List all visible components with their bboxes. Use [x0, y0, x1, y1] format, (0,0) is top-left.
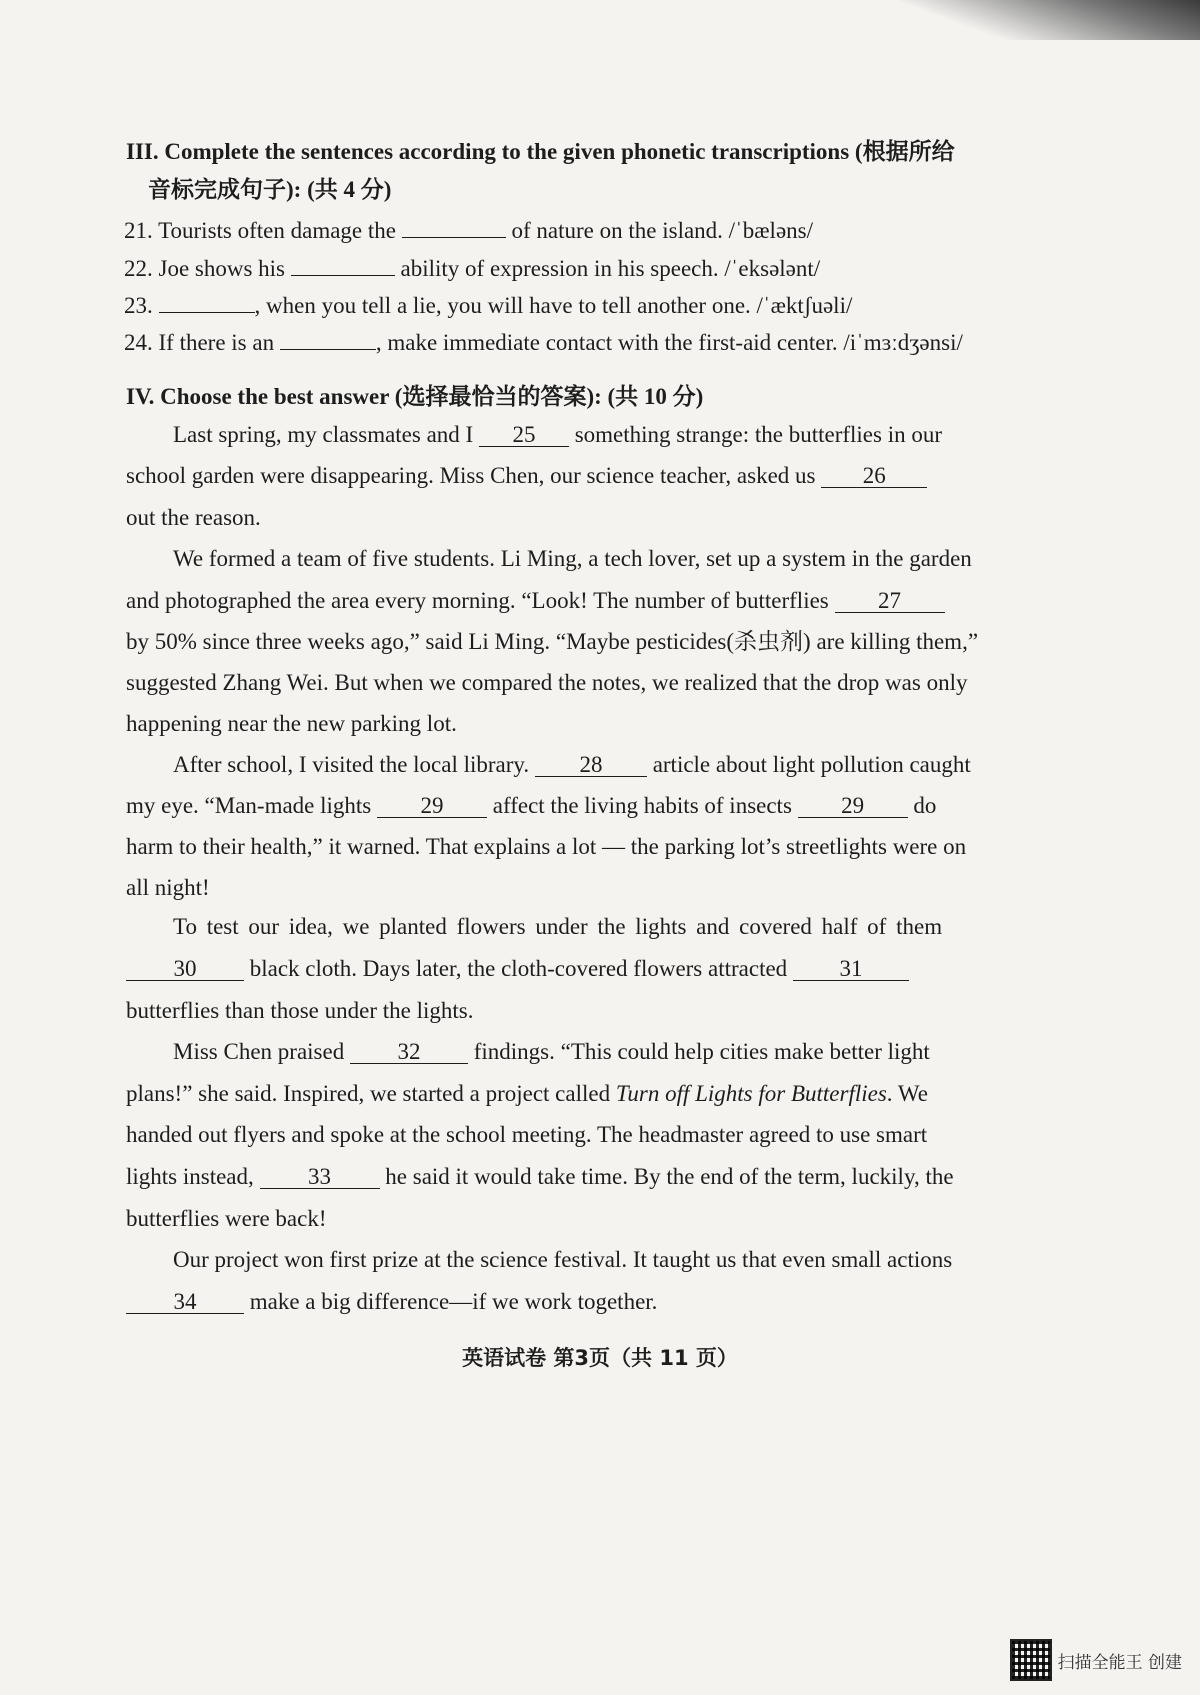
- blank-31[interactable]: 31: [793, 958, 909, 981]
- passage-line: butterflies were back!: [126, 1206, 327, 1231]
- scanner-label: 扫描全能王 创建: [1057, 1652, 1182, 1673]
- text: affect the living habits of insects: [487, 793, 798, 818]
- text: and photographed the area every morning. “Look! The number of butterflies: [126, 588, 835, 613]
- blank-27[interactable]: 27: [835, 590, 945, 613]
- question-23: [124, 290, 1200, 320]
- text: lights instead,: [126, 1164, 260, 1189]
- q22-blank[interactable]: [291, 253, 395, 276]
- blank-28[interactable]: 28: [535, 754, 647, 777]
- scanner-watermark: [1010, 1639, 1182, 1681]
- question-21: [124, 215, 1200, 245]
- text: my eye. “Man-made lights: [126, 793, 378, 818]
- passage-line: suggested Zhang Wei. But when we compared the notes, we realized that the drop was only: [126, 670, 968, 695]
- passage-line: [173, 1038, 1200, 1066]
- q23-text-pre: 23.: [124, 293, 159, 318]
- blank-33[interactable]: 33: [260, 1166, 380, 1189]
- text: article about light pollution caught: [646, 752, 971, 777]
- passage-line: [126, 462, 1200, 490]
- passage-line: To test our idea, we planted flowers under the lights and covered half of them: [173, 914, 943, 939]
- section3-heading-line2: 音标完成句子): (共 4 分): [148, 177, 392, 202]
- passage-line: [126, 1080, 1200, 1108]
- q23-blank[interactable]: [159, 290, 255, 313]
- passage-line: [126, 587, 1200, 615]
- passage-line: We formed a team of five students. Li Ming, a tech lover, set up a system in the garden: [173, 546, 972, 571]
- text: black cloth. Days later, the cloth-covered flowers attracted: [244, 956, 793, 981]
- text: After school, I visited the local library.: [173, 752, 535, 777]
- passage-line: harm to their health,” it warned. That explains a lot — the parking lot’s streetlights were on: [126, 834, 967, 859]
- section3-heading-line1: III. Complete the sentences according to the given phonetic transcriptions (根据所给: [126, 139, 955, 164]
- q21-text-pre: 21. Tourists often damage the: [124, 218, 402, 243]
- passage-line: Our project won first prize at the science festival. It taught us that even small actions: [173, 1247, 953, 1272]
- passage-line: butterflies than those under the lights.: [126, 998, 474, 1023]
- text: . We: [886, 1081, 928, 1106]
- text: something strange: the butterflies in our: [568, 422, 942, 447]
- blank-29a[interactable]: 29: [377, 795, 487, 818]
- text: plans!” she said. Inspired, we started a project called: [126, 1081, 616, 1106]
- passage-line: happening near the new parking lot.: [126, 711, 457, 736]
- text: make a big difference—if we work together.: [244, 1289, 658, 1314]
- qr-code-icon: [1010, 1639, 1052, 1681]
- q21-blank[interactable]: [402, 215, 506, 238]
- text: do: [907, 793, 937, 818]
- passage-line: by 50% since three weeks ago,” said Li Ming. “Maybe pesticides(杀虫剂) are killing them,”: [126, 629, 979, 654]
- q22-text-post: ability of expression in his speech. /ˈeksələnt/: [394, 256, 821, 281]
- q24-text-post: , make immediate contact with the first-aid center. /iˈmɜːdʒənsi/: [375, 330, 963, 355]
- text: Miss Chen praised: [173, 1039, 350, 1064]
- q24-text-pre: 24. If there is an: [124, 330, 280, 355]
- blank-29b[interactable]: 29: [798, 795, 908, 818]
- passage-line: [126, 1163, 1200, 1191]
- blank-26[interactable]: 26: [821, 465, 927, 488]
- blank-30[interactable]: 30: [126, 958, 244, 981]
- passage-line: [126, 1288, 1200, 1316]
- blank-25[interactable]: 25: [479, 424, 569, 447]
- question-22: [124, 253, 1200, 283]
- blank-34[interactable]: 34: [126, 1291, 244, 1314]
- passage-line: [173, 751, 1200, 779]
- section4-heading: IV. Choose the best answer (选择最恰当的答案): (共 10 分): [126, 384, 704, 409]
- q21-text-post: of nature on the island. /ˈbæləns/: [505, 218, 813, 243]
- text: school garden were disappearing. Miss Chen, our science teacher, asked us: [126, 463, 822, 488]
- text: he said it would take time. By the end of the term, luckily, the: [379, 1164, 954, 1189]
- question-24: [124, 327, 1200, 357]
- passage-line: out the reason.: [126, 505, 261, 530]
- passage-line: [173, 421, 1200, 449]
- q22-text-pre: 22. Joe shows his: [124, 256, 291, 281]
- q24-blank[interactable]: [280, 327, 376, 350]
- text: Last spring, my classmates and I: [173, 422, 479, 447]
- passage-line: handed out flyers and spoke at the school meeting. The headmaster agreed to use smart: [126, 1122, 928, 1147]
- passage-line: [126, 792, 1200, 820]
- project-title: Turn off Lights for Butterflies: [615, 1081, 887, 1106]
- page-footer: 英语试卷 第3页（共 11 页）: [462, 1346, 738, 1370]
- q23-text-post: , when you tell a lie, you will have to tell another one. /ˈæktʃuəli/: [254, 293, 853, 318]
- passage-line: [126, 955, 1200, 983]
- text: findings. “This could help cities make better light: [467, 1039, 930, 1064]
- blank-32[interactable]: 32: [350, 1041, 468, 1064]
- passage-line: all night!: [126, 875, 210, 900]
